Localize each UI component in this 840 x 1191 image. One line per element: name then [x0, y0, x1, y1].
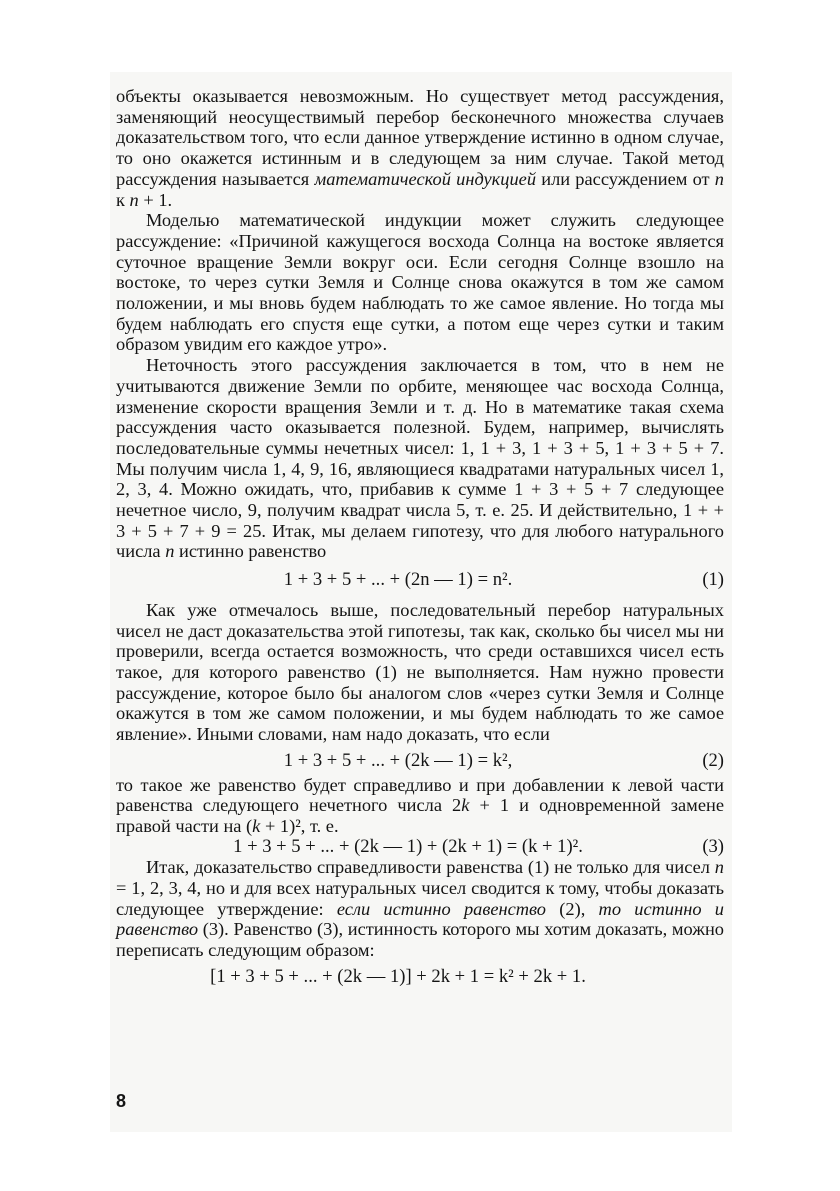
italic-text-run: n — [714, 168, 724, 189]
paragraph-5 — [116, 775, 724, 837]
page-number: 8 — [116, 1091, 127, 1111]
equation-4 — [116, 967, 724, 988]
text-run: + 1 и одновременной замене правой части на ( — [116, 795, 724, 836]
text-run: (3). Равенство (3), истинность которого мы хотим доказать, можно переписать следующим образом: — [116, 919, 724, 961]
text-run: к — [116, 189, 130, 210]
equation-3 — [116, 837, 724, 858]
text-run: (2), — [546, 898, 599, 919]
italic-text-run: если истинно равенство — [336, 898, 546, 919]
text-run: истинно равенство — [174, 541, 327, 562]
italic-text-run: n — [129, 189, 139, 210]
paragraph-4 — [116, 600, 724, 745]
paragraph-1 — [116, 86, 724, 210]
equation-3-number: (3) — [702, 835, 724, 857]
equation-1 — [116, 570, 724, 591]
equation-2-expression: 1 + 3 + 5 + ... + (2k — 1) = k², — [283, 749, 513, 771]
paragraph-3 — [116, 355, 724, 562]
equation-1-number: (1) — [702, 569, 724, 591]
paragraph-2 — [116, 210, 724, 355]
italic-text-run: k — [461, 795, 470, 816]
equation-4-expression: [1 + 3 + 5 + ... + (2k — 1)] + 2k + 1 = k² + 2k + 1. — [210, 965, 586, 987]
text-run: + 1)², т. е. — [260, 815, 339, 836]
text-run: Неточность этого рассуждения заключается в том, что в нем не учитываются движение Земли по орбите, меняющее час восхода Солнца, изменение скорости вращения Земли и т. д. Но в математике такая схема рассуждения часто оказывается полезной. Будем, например, вычислять последовательные суммы нечетных чисел: 1, 1 + 3, 1 + 3 + 5, 1 + 3 + 5 + 7. Мы получим числа 1, 4, 9, 16, являющиеся квадратами натуральных чисел 1, 2, 3, 4. Можно ожидать, что, прибавив к сумме 1 + 3 + 5 + 7 следующее нечетное число, 9, получим квадрат числа 5, т. е. 25. И действительно, 1 + + 3 + 5 + 7 + 9 = 25. Итак, мы делаем гипотезу, что для любого натурального числа — [116, 355, 724, 562]
equation-1-expression: 1 + 3 + 5 + ... + (2n — 1) = n². — [283, 569, 513, 591]
text-body — [116, 86, 724, 988]
text-run: + 1. — [138, 189, 173, 210]
text-run: = 1, 2, 3, 4, но и для всех натуральных чисел сводится к тому, чтобы доказать следующее утверждение: — [116, 878, 724, 919]
italic-text-run: k — [252, 815, 261, 836]
text-run: Как уже отмечалось выше, последовательный перебор натуральных чисел не даст доказательства этой гипотезы, так как, сколько бы чисел мы ни проверили, всегда остается возможность, что среди оставшихся чисел есть такое, для которого равенство (1) не выполняется. Нам нужно провести рассуждение, которое было бы аналогом слов «через сутки Земля и Солнце окажутся в том же самом положении, и мы будем наблюдать то же самое явление». Иными словами, нам надо доказать, что если — [116, 599, 724, 745]
text-run: то такое же равенство будет справедливо и при добавлении к левой части равенства следующего нечетного числа 2 — [116, 774, 724, 816]
italic-text-run: то истинно и равенство — [116, 898, 724, 940]
text-run: Моделью математической индукции может служить следующее рассуждение: «Причиной кажущегося восхода Солнца на востоке является суточное вращение Земли вокруг оси. Если сегодня Солнце взошло на востоке, то через сутки Земля и Солнце снова окажутся в том же самом положении, и мы вновь будем наблюдать то же самое явление. Но тогда мы будем наблюдать его спустя еще сутки, а потом еще через сутки и таким образом увидим его каждое утро». — [116, 210, 724, 355]
italic-text-run: n — [714, 857, 724, 878]
equation-3-expression: 1 + 3 + 5 + ... + (2k — 1) + (2k + 1) = (k + 1)². — [233, 835, 583, 857]
paragraph-6 — [116, 857, 724, 961]
text-run: объекты оказывается невозможным. Но существует метод рассуждения, заменяющий неосуществимый перебор бесконечного множества случаев доказательством того, что если данное утверждение истинно в одном случае, то оно окажется истинным и в следующем за ним случае. Такой метод рассуждения называется — [116, 86, 724, 189]
text-run: или рассуждением от — [536, 168, 715, 189]
equation-2-number: (2) — [702, 749, 724, 771]
italic-text-run: математической индукцией — [314, 168, 537, 189]
equation-2 — [116, 751, 724, 772]
text-run: Итак, доказательство справедливости равенства (1) не только для чисел — [146, 857, 715, 878]
italic-text-run: n — [165, 541, 175, 562]
